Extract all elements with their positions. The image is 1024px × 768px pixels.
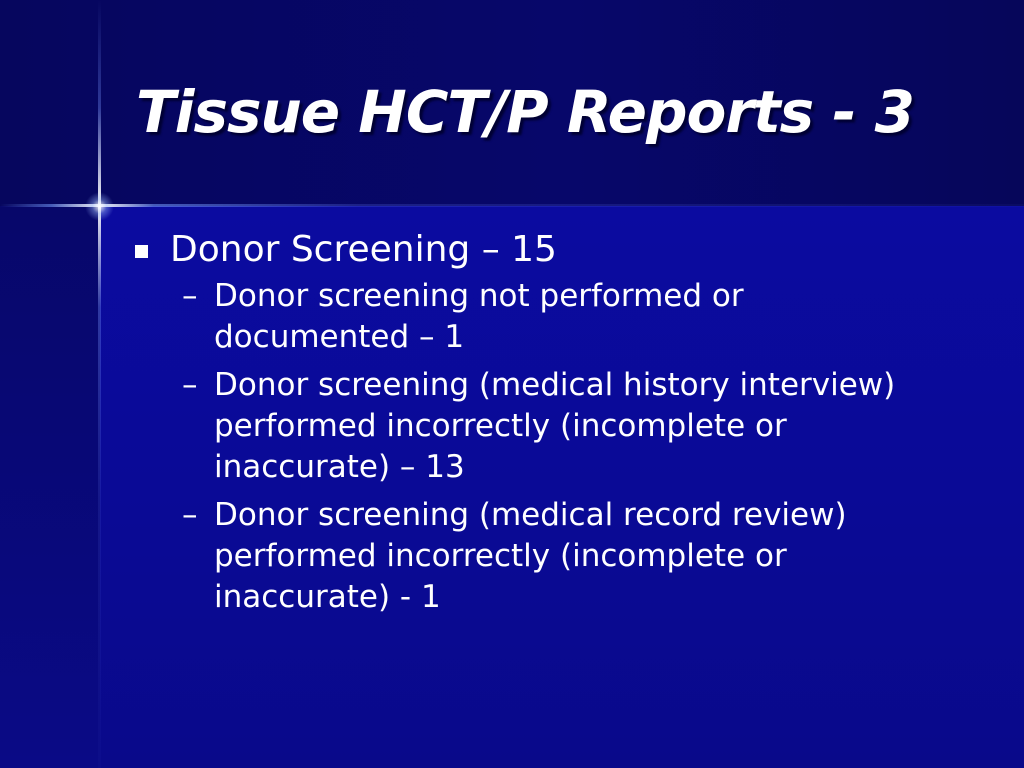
sub-bullet-item	[182, 495, 992, 618]
square-bullet-icon	[135, 245, 148, 258]
vertical-light-flare	[98, 0, 101, 768]
dash-icon: –	[182, 497, 198, 533]
sub-bullet-text: Donor screening (medical history interview) performed incorrectly (incomplete or inaccurate) – 13	[214, 367, 896, 485]
left-band	[0, 206, 100, 768]
dash-icon: –	[182, 367, 198, 403]
sub-bullet-item	[182, 276, 992, 358]
dash-icon: –	[182, 278, 198, 314]
sub-bullet-item	[182, 365, 992, 488]
slide-title: Tissue HCT/P Reports - 3	[136, 78, 915, 146]
sub-bullet-text: Donor screening (medical record review) performed incorrectly (incomplete or inaccurate) - 1	[214, 497, 847, 615]
slide-body	[132, 228, 992, 625]
sub-bullet-text: Donor screening not performed or documented – 1	[214, 278, 744, 355]
horizontal-light-flare	[0, 204, 1024, 207]
bullet-item	[132, 228, 992, 272]
flare-star-icon	[85, 192, 114, 221]
bullet-text: Donor Screening – 15	[170, 229, 557, 270]
